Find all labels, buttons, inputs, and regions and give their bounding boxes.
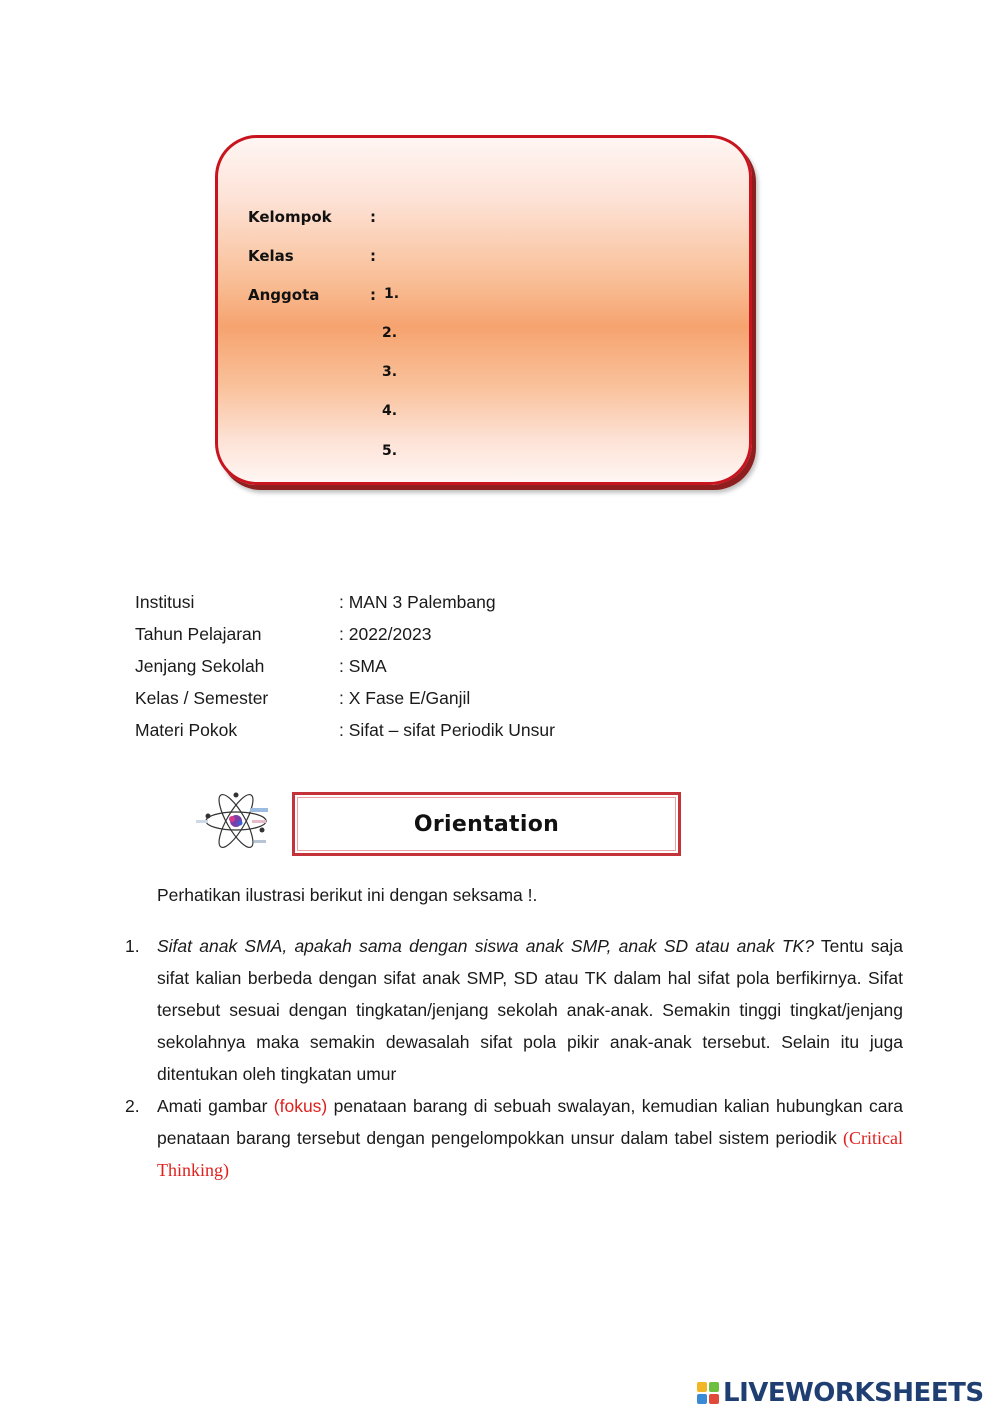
info-value: : SMA (339, 656, 387, 676)
info-key: Institusi (135, 592, 195, 612)
item-number: 2. (125, 1096, 140, 1116)
info-value: : Sifat – sifat Periodik Unsur (339, 720, 555, 740)
kelas-colon: : (370, 247, 376, 265)
orientation-header (292, 792, 681, 856)
list-item (125, 1090, 903, 1186)
atom-icon (192, 790, 282, 852)
info-key: Kelas / Semester (135, 688, 269, 708)
kelompok-label: Kelompok (248, 208, 332, 226)
intro-text: Perhatikan ilustrasi berikut ini dengan seksama !. (157, 885, 538, 905)
item-text-before: Amati gambar (157, 1096, 274, 1116)
member-number-5: 5. (382, 443, 398, 459)
kelompok-colon: : (370, 208, 376, 226)
info-value: : 2022/2023 (339, 624, 432, 644)
item-italic-question: Sifat anak SMA, apakah sama dengan siswa anak SMP, anak SD atau anak TK? (157, 936, 814, 956)
question-list (125, 930, 903, 1186)
member-number-2: 2. (382, 325, 398, 341)
kelas-label: Kelas (248, 247, 294, 265)
critical-thinking-tag: (Critical Thinking) (157, 1128, 903, 1180)
info-key: Jenjang Sekolah (135, 656, 265, 676)
info-key: Tahun Pelajaran (135, 624, 262, 644)
orientation-title: Orientation (413, 811, 560, 837)
anggota-label: Anggota (248, 286, 320, 304)
anggota-colon: : (370, 286, 376, 304)
item-text-after: penataan barang di sebuah swalayan, kemudian kalian hubungkan cara penataan barang tersebut dengan pengelompokkan unsur dalam tabel sistem periodik (157, 1096, 904, 1148)
list-item (125, 930, 903, 1090)
liveworksheets-logo (697, 1377, 984, 1409)
info-key: Materi Pokok (135, 720, 238, 740)
brand-mark-icon (697, 1382, 719, 1404)
group-identity-card (215, 135, 752, 485)
info-value: : X Fase E/Ganjil (339, 688, 471, 708)
member-number-3: 3. (382, 364, 398, 380)
member-number-1: 1. (384, 286, 400, 302)
member-number-4: 4. (382, 403, 398, 419)
item-number: 1. (125, 936, 140, 956)
focus-highlight: (fokus) (273, 1096, 328, 1116)
info-value: : MAN 3 Palembang (339, 592, 496, 612)
brand-name: LIVEWORKSHEETS (723, 1378, 984, 1408)
item-text: Tentu saja sifat kalian berbeda dengan sifat anak SMP, SD atau TK dalam hal sifat pola berfikirnya. Sifat tersebut sesuai dengan tingkatan/jenjang sekolah anak-anak. Semakin tinggi tingkat/jenjang sekolahnya maka semakin dewasalah sifat pola pikir anak-anak tersebut. Selain itu juga ditentukan oleh tingkatan umur (157, 936, 903, 1084)
